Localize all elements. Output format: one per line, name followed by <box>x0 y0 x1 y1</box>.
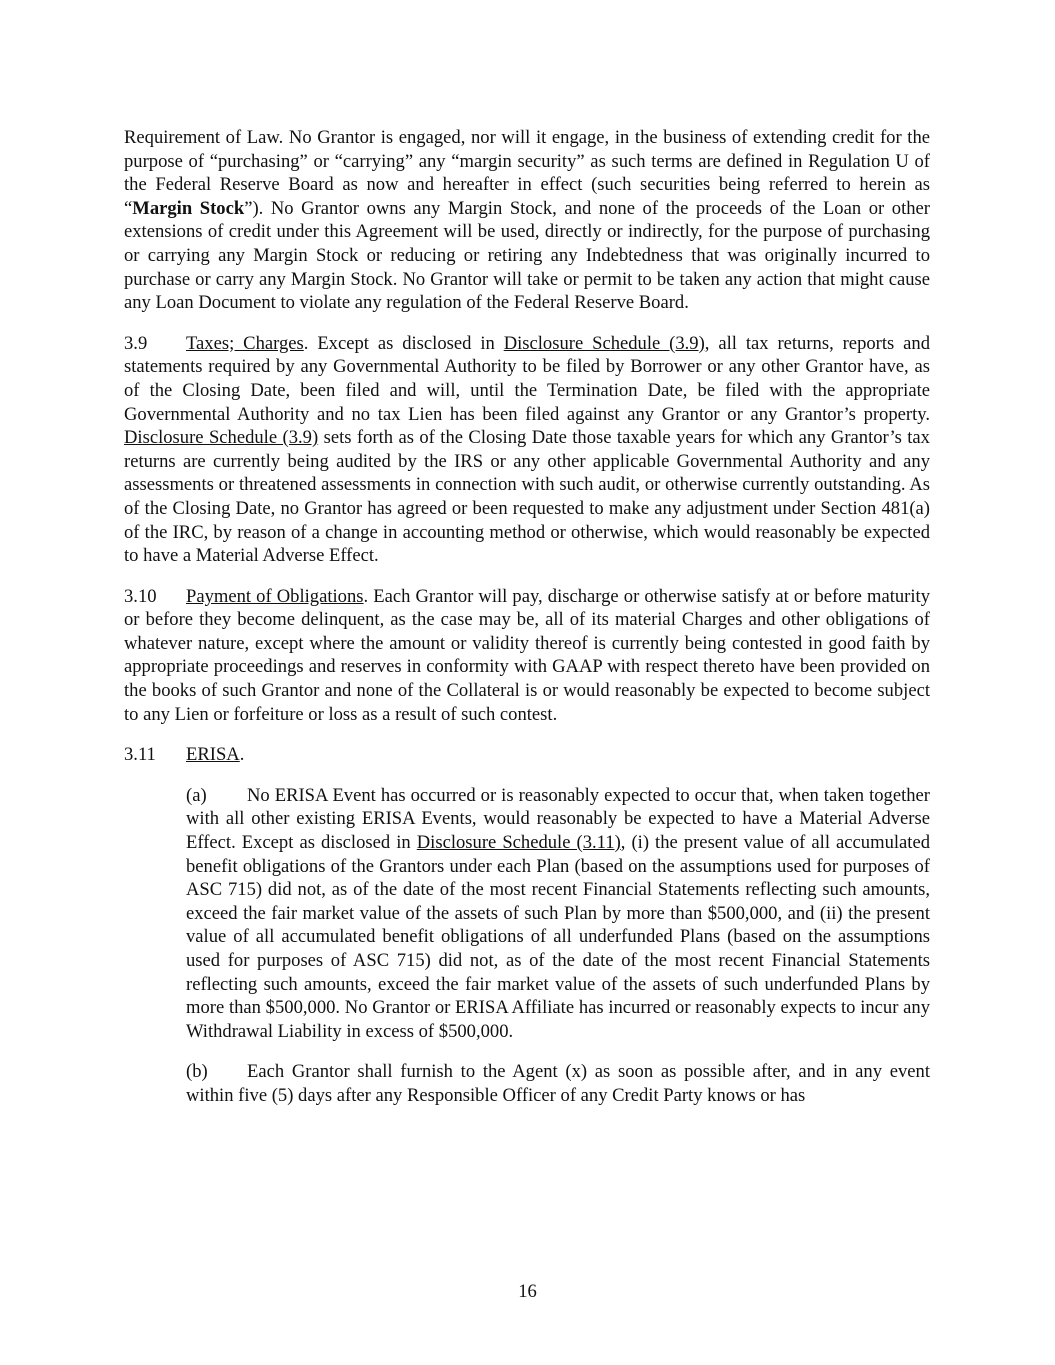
margin-stock-paragraph <box>124 126 930 315</box>
page-number: 16 <box>518 1281 537 1302</box>
subsection-text: Each Grantor shall furnish to the Agent (x) as soon as possible after, and in any event within five (5) days after any Responsible Officer of any Credit Party knows or has <box>186 1061 930 1106</box>
subsection-b <box>186 1060 930 1107</box>
section-text: . Each Grantor will pay, discharge or otherwise satisfy at or before maturity or before they become delinquent, as the case may be, all of its material Charges and other obligations of whatever nature, except where the amount or validity thereof is currently being contested in good faith by appropriate proceedings and reserves in conformity with GAAP with respect thereto have been provided on the books of such Grantor and none of the Collateral is or would reasonably be expected to become subject to any Lien or forfeiture or loss as a result of such contest. <box>124 585 930 725</box>
section-heading: Payment of Obligations <box>186 585 364 607</box>
section-3-10 <box>124 585 930 727</box>
section-heading: Taxes; Charges <box>186 332 304 354</box>
subsection-label: (b) <box>186 1061 208 1083</box>
section-number: 3.11 <box>124 744 156 766</box>
section-number: 3.9 <box>124 332 148 354</box>
schedule-reference: Disclosure Schedule (3.11) <box>416 832 621 854</box>
continuation-text-1: Requirement of Law. No Grantor is engaged, nor will it engage, in the business of extending credit for the purpose of “purchasing” or “carrying” any “margin security” as such terms are defined in Regulation U of the Federal Reserve Board as now and hereafter in effect (such securities being referred to herein as “ <box>124 127 930 219</box>
section-text: sets forth as of the Closing Date those taxable years for which any Grantor’s tax returns are currently being audited by the IRS or any other applicable Governmental Authority and any assessments or threatened assessments in connection with such audit, or otherwise currently outstanding. As of the Closing Date, no Grantor has agreed or been requested to make any adjustment under Section 481(a) of the IRC, by reason of a change in accounting method or otherwise, which would reasonably be expected to have a Material Adverse Effect. <box>124 427 930 567</box>
section-text: , all tax returns, reports and statements required by any Governmental Authority to be filed by Borrower or any other Grantor have, as of the Closing Date, been filed and will, until the Termination Date, be filed with the appropriate Governmental Authority and no tax Lien has been filed against any Grantor or any Grantor’s property. <box>124 332 930 425</box>
section-3-11 <box>124 743 930 767</box>
section-3-9 <box>124 332 930 568</box>
section-number: 3.10 <box>124 585 157 607</box>
schedule-reference: Disclosure Schedule (3.9) <box>503 332 705 354</box>
continuation-text-2: ”). No Grantor owns any Margin Stock, and none of the proceeds of the Loan or other extensions of credit under this Agreement will be used, directly or indirectly, for the purpose of purchasing or carrying any Margin Stock or reducing or retiring any Indebtedness that was originally incurred to purchase or carry any Margin Stock. No Grantor will take or permit to be taken any action that might cause any Loan Document to violate any regulation of the Federal Reserve Board. <box>124 197 930 314</box>
section-text: . Except as disclosed in <box>303 332 504 354</box>
subsection-label: (a) <box>186 784 207 806</box>
subsection-text: No ERISA Event has occurred or is reasonably expected to occur that, when taken together with all other existing ERISA Events, would reasonably be expected to have a Material Adverse Effect. Except as disclosed in <box>186 784 930 854</box>
heading-period: . <box>239 744 245 766</box>
margin-stock-term: Margin Stock <box>132 197 245 219</box>
document-page <box>124 126 930 1125</box>
subsection-text: , (i) the present value of all accumulated benefit obligations of the Grantors under each Plan (based on the assumptions used for purposes of ASC 715) did not, as of the date of the most recent Financial Statements reflecting such amounts, exceed the fair market value of the assets of such Plan by more than $500,000, and (ii) the present value of all accumulated benefit obligations of all underfunded Plans (based on the assumptions used for purposes of ASC 715) did not, as of the date of the most recent Financial Statements reflecting such amounts, exceed the fair market value of the assets of such underfunded Plans by more than $500,000. No Grantor or ERISA Affiliate has incurred or reasonably expects to incur any Withdrawal Liability in excess of $500,000. <box>186 832 930 1042</box>
subsection-a <box>186 784 930 1044</box>
section-heading: ERISA <box>186 744 240 766</box>
schedule-reference: Disclosure Schedule (3.9) <box>124 427 319 449</box>
